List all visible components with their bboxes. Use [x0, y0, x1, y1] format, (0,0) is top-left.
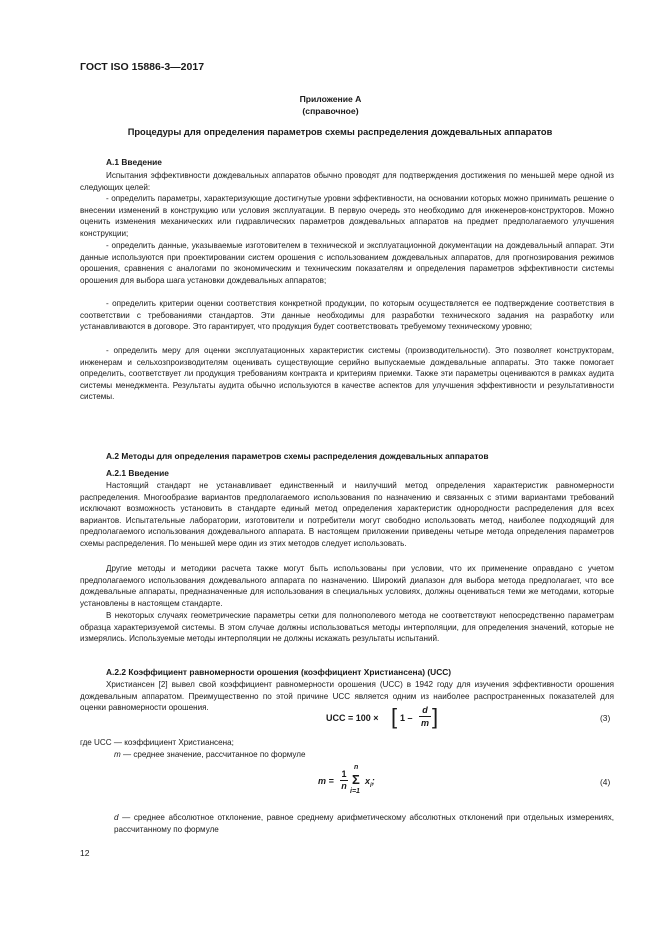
sum-icon: Σ [352, 772, 360, 787]
formula-mean-fraction [340, 769, 348, 792]
formula-mean-num: 1 [341, 769, 347, 779]
formula-ucc-num: d [419, 704, 431, 717]
equation-number-4: (4) [600, 777, 611, 787]
formula-ucc-fraction [419, 704, 431, 729]
formula-ucc-lhs: UCC = 100 × [326, 713, 379, 723]
ucc-definition: — коэффициент Христиансена; [111, 738, 234, 747]
formula-mean-den: n [341, 781, 347, 791]
bracket-right: ] [432, 704, 439, 729]
equation-number-3: (3) [600, 713, 611, 723]
page-number: 12 [80, 848, 90, 858]
a21-paragraph-1: Настоящий стандарт не устанавливает единственный и наилучший метод определения характеристик равномерности распределения. Многообразие вариантов предполагаемого использования по назначению и связанных с этими вариантами требований исключают возможность установить в стандарте единый метод определения характеристик однородности распределения для всех вариантов. Испытательные лаборатории, изготовители и потребители могут свободно использовать метод, наиболее подходящий для предполагаемого использования дождевального аппарата. В настоящем приложении приведены четыре метода определения параметров схемы распределения. По меньшей мере один из этих методов следует использовать. [80, 481, 614, 548]
bracket-left: [ [391, 704, 398, 729]
section-a2-heading: А.2 Методы для определения параметров схемы распределения дождевальных аппаратов [106, 451, 489, 461]
a1-paragraph-4: - определить критерии оценки соответствия конкретной продукции, по которым осуществляется ее подтверждение соответствия в соответствии с требованиями стандартов. Эти данные необходимы для разработки технического задания на разработку или устанавливаются в договоре. Это гарантирует, что продукция будет соответствовать требуемому техническому уровню; [80, 299, 614, 332]
formula-ucc-one: 1 – [400, 713, 413, 723]
definition-d [114, 812, 614, 835]
appendix-title: Процедуры для определения параметров схемы распределения дождевальных аппаратов [127, 127, 553, 137]
a1-paragraph-3: - определить данные, указываемые изготовителем в технической и эксплуатационной документации на дождевальный аппарат. Эти данные используются при проектировании систем орошения с использованием дождевальных аппаратов, для прогнозирования режимов орошения, сравнения с аналогами по экономическим и техническим показателям и определения параметров эффективности системы орошения для выбора шага установки дождевальных аппаратов; [80, 241, 614, 285]
appendix-type: (справочное) [302, 106, 359, 116]
section-a21-heading: А.2.1 Введение [106, 468, 169, 478]
section-a22-heading: А.2.2 Коэффициент равномерности орошения (коэффициент Христиансена) (UCC) [106, 667, 452, 677]
appendix-label: Приложение А [299, 94, 362, 104]
a21-paragraph-3: В некоторых случаях геометрические параметры сетки для полнополевого метода не соответствуют непосредственно параметрам образца характеризуемой системы. В этом случае должны использоваться методы интерполяции, для определения значений, которые не измерялись. Используемые методы интерполяции не должны искажать результаты испытаний. [80, 611, 614, 644]
definition-ucc [80, 737, 234, 749]
var-x: x [365, 776, 371, 786]
a21-paragraph-2: Другие методы и методики расчета также могут быть использованы при условии, что их применение оправдано с учетом предполагаемого использования дождевального аппарата по назначению. Широкий диапазон для выбора метода предполагает, что все дождевальные аппараты, предназначенные для использования в специальных условиях, должны оцениваться теми же методами, которые установлены в настоящем стандарте. [80, 564, 614, 608]
formula-mean [318, 766, 408, 800]
where-label: где UCC [80, 738, 112, 747]
formula-ucc-den: m [420, 718, 429, 728]
formula-ucc [326, 704, 446, 733]
formula-mean-end: ; [371, 776, 375, 786]
formula-mean-var [365, 776, 375, 789]
d-symbol: d [114, 813, 119, 822]
sum-lower: i=1 [350, 788, 360, 795]
d-definition: — среднее абсолютное отклонение, равное среднему арифметическому абсолютных отклонений при отдельных измерениях, рассчитанному по формуле [114, 813, 614, 834]
m-symbol: m [114, 750, 121, 759]
a1-paragraph-2: - определить параметры, характеризующие достигнутые уровни эффективности, на основании которых можно принимать решение о внесении изменений в конструкцию или условия эксплуатации. В первую очередь это необходимо для инженеров-конструкторов. Можно оценить изменения механических или гидравлических параметров дождевальных аппаратов на предмет предполагаемого улучшения конструкции; [80, 194, 614, 238]
definition-m [114, 749, 305, 761]
formula-mean-lhs: m = [318, 776, 334, 786]
sum-upper: n [354, 764, 359, 771]
section-a1-heading: А.1 Введение [106, 157, 162, 167]
var-sub-i: i [370, 782, 372, 789]
a22-paragraph-1: Христиансен [2] вывел свой коэффициент равномерности орошения (UCC) в 1942 году для изучения эффективности орошения дождевальным аппаратом. Преимущественно по этой причине UCC является одним из наиболее распространенных показателей для оценки равномерности орошения. [80, 680, 614, 713]
document-header: ГОСТ ISO 15886-3—2017 [80, 61, 205, 73]
a1-paragraph-5: - определить меру для оценки эксплуатационных характеристик системы (производительности). Это позволяет конструкторам, инженерам и сельхозпроизводителям оценивать существующие серийно выпускаемые дождевальные аппараты. Это также помогает определить, соответствует ли продукция требованиям контракта и критериям приемки. Также эти параметры оцениваются в рамках аудита системы менеджмента. Результаты аудита обычно используются в качестве аспектов для улучшения эффективности и результативности системы. [80, 346, 614, 402]
m-definition: — среднее значение, рассчитанное по формуле [120, 750, 306, 759]
a1-paragraph-1: Испытания эффективности дождевальных аппаратов обычно проводят для подтверждения достижения по меньшей мере одной из следующих целей: [80, 171, 614, 192]
